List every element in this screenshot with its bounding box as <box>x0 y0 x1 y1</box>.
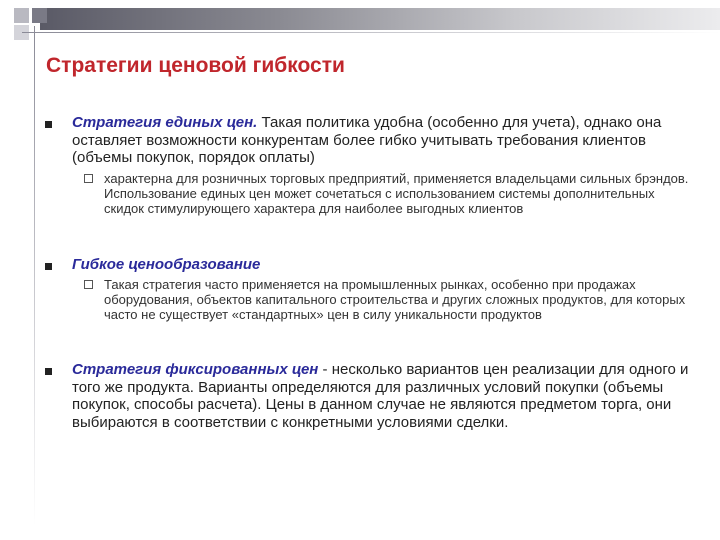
decorative-square <box>32 8 47 23</box>
hollow-square-bullet-icon <box>84 174 93 183</box>
bullet-item-3 <box>72 361 692 431</box>
horizontal-decor-line <box>22 32 720 33</box>
vertical-decor-line <box>34 26 35 526</box>
square-bullet-icon <box>45 368 52 375</box>
item-heading: Гибкое ценообразование <box>72 256 261 273</box>
sub-item-text: характерна для розничных торговых предприятий, применяется владельцами сильных брэндов. Использование единых цен может сочетаться с использованием системы дополнительных скидок стимулирующего характера для наиболее выгодных клиентов <box>104 171 689 217</box>
square-bullet-icon <box>45 121 52 128</box>
hollow-square-bullet-icon <box>84 280 93 289</box>
item-text: Такая политика удобна (особенно для учета), однако она оставляет возможности конкурентам более гибко учитывать требования клиентов (объемы покупок, порядок оплаты) <box>72 114 662 166</box>
item-heading: Стратегия фиксированных цен <box>72 361 319 378</box>
sub-item-text: Такая стратегия часто применяется на промышленных рынках, особенно при продажах оборудования, объектов капитального строительства и других сложных продуктов, для которых часто не существует «стандартных» цен в силу уникальности продуктов <box>104 277 686 323</box>
slide-title: Стратегии ценовой гибкости <box>46 54 345 77</box>
bullet-item-1 <box>72 114 692 167</box>
square-bullet-icon <box>45 263 52 270</box>
bullet-item-2 <box>72 256 692 274</box>
decorative-square <box>14 8 29 23</box>
item-heading: Стратегия единых цен. <box>72 114 258 131</box>
header-decoration-band <box>40 8 720 30</box>
item-text: - несколько вариантов цен реализации для одного и того же продукта. Варианты определяются для различных условий покупки (объемы покупок, способы расчета). Цены в данном случае не являются предметом торга, они выбираются в соответствии с конкретными условиями сделки. <box>72 361 689 431</box>
